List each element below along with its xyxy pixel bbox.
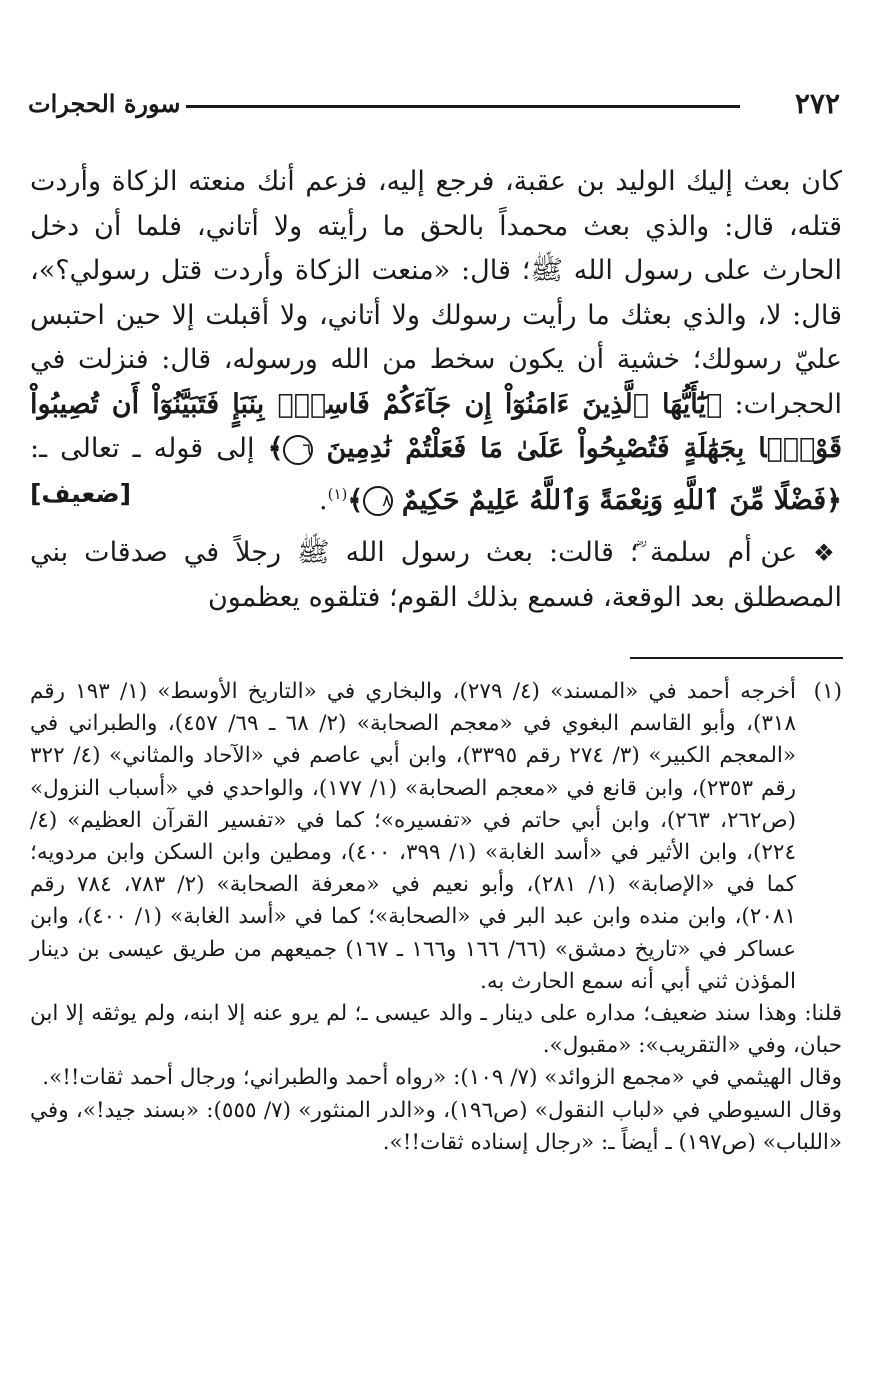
verse-close-bracket: ﴾ (347, 484, 364, 516)
footnote-separator (630, 657, 843, 659)
footnote-marker: (١) (813, 679, 843, 704)
footnote-1 (30, 676, 842, 998)
main-text (30, 160, 842, 620)
footnote-text: أخرجه أحمد في «المسند» (٤/ ٢٧٩)، والبخاري في «التاريخ الأوسط» (١/ ١٩٣ رقم ٣١٨)، وأبو القاسم البغوي في «معجم الصحابة» (٢/ ٦٨ ـ ٦٩/ ٤٥٧)، والطبراني في «المعجم الكبير» (٣/ ٢٧٤ رقم ٣٣٩٥)، وابن أبي عاصم في «الآحاد والمثاني» (٤/ ٣٢٢ رقم ٢٣٥٣)، وابن قانع في «معجم الصحابة» (١/ ١٧٧)، والواحدي في «أسباب النزول» (ص٢٦٢، ٢٦٣)، وابن أبي حاتم في «تفسيره»؛ كما في «تفسير القرآن العظيم» (٤/ ٢٢٤)، وابن الأثير في «أسد الغابة» (١/ ٣٩٩، ٤٠٠)، ومطين وابن السكن وابن مردويه؛ كما في «الإصابة» (١/ ٢٨١)، وأبو نعيم في «معرفة الصحابة» (٢/ ٧٨٣، ٧٨٤ رقم ٢٠٨١)، وابن منده وابن عبد البر في «الصحابة»؛ كما في «أسد الغابة» (١/ ٤٠٠)، وابن عساكر في «تاريخ دمشق» (٦٦/ ١٦٦ و١٦٦ ـ ١٦٧) جميعهم من طريق عيسى بن دينار المؤذن ثني أبي أنه سمع الحارث به. (30, 679, 797, 994)
footnotes (30, 676, 842, 1159)
connector-text: إلى قوله ـ تعالى ـ: (30, 433, 255, 464)
hadith-paragraph-1 (30, 160, 842, 523)
header-rule (186, 105, 740, 108)
page-header (28, 86, 840, 126)
page-number: ٢٧٢ (794, 87, 840, 120)
hadith-paragraph-2 (30, 531, 842, 620)
footnote-comment: وقال الهيثمي في «مجمع الزوائد» (٧/ ١٠٩): «رواه أحمد والطبراني؛ ورجال أحمد ثقات!!». (42, 1065, 842, 1091)
quran-verse-6: ﴿يَٰٓأَيُّهَا ٱلَّذِينَ ءَامَنُوٓاْ إِن جَآءَكُمْ فَاسِقُۢ بِنَبَإٍ فَتَبَيَّنُوٓاْ أَن تُصِيبُواْ قَوْمًۢا بِجَهَٰلَةٍ فَتُصْبِحُواْ عَلَىٰ مَا فَعَلْتُمْ نَٰدِمِينَ (30, 388, 842, 464)
footnote-comment: وقال السيوطي في «لباب النقول» (ص١٩٦)، و«الدر المنثور» (٧/ ٥٥٥): «بسند جيد!»، وفي «اللباب» (ص١٩٧) ـ أيضاً ـ: «رجال إسناده ثقات!!». (30, 1097, 842, 1155)
footnote-reference[interactable]: (١) (327, 484, 348, 503)
quran-verse-8: ﴿فَضْلًا مِّنَ ٱللَّهِ وَنِعْمَةً وَٱللَّهُ عَلِيمٌ حَكِيمٌ (401, 484, 842, 516)
verse-close-bracket: ﴾ (267, 433, 284, 464)
hadith-grade-badge: [ضعيف] (30, 478, 132, 508)
ayah-number-8: ٨ (363, 486, 393, 516)
sentence-period: . (319, 484, 328, 516)
footnote-comment: قلنا: وهذا سند ضعيف؛ مداره على دينار ـ والد عيسى ـ؛ لم يرو عنه إلا ابنه، ولم يوثقه إلا ابن حبان، وفي «التقريب»: «مقبول». (30, 1001, 842, 1059)
hadith-text-intro: كان بعث إليك الوليد بن عقبة، فرجع إليه، فزعم أنك منعته الزكاة وأردت قتله، قال: والذي بعث محمداً بالحق ما رأيته ولا أتاني، فلما أن دخل الحارث على رسول الله ﷺ؛ قال: «منعت الزكاة وأردت قتل رسولي؟»، قال: لا، والذي بعثك ما رأيت رسولك ولا أتاني، ولا أقبلت إلا حين احتبس عليّ رسولك؛ خشية أن يكون سخط من الله ورسوله، قال: فنزلت في الحجرات: (30, 166, 842, 420)
ayah-number-6: ٦ (283, 435, 313, 465)
surah-title: سورة الحجرات (28, 89, 181, 118)
hadith-text: عن أم سلمة ؓ؛ قالت: بعث رسول الله ﷺ رجلاً في صدقات بني المصطلق بعد الوقعة، فسمع بذلك القوم؛ فتلقوه يعظمون (30, 537, 842, 613)
diamond-bullet-icon: ❖ (813, 539, 842, 567)
